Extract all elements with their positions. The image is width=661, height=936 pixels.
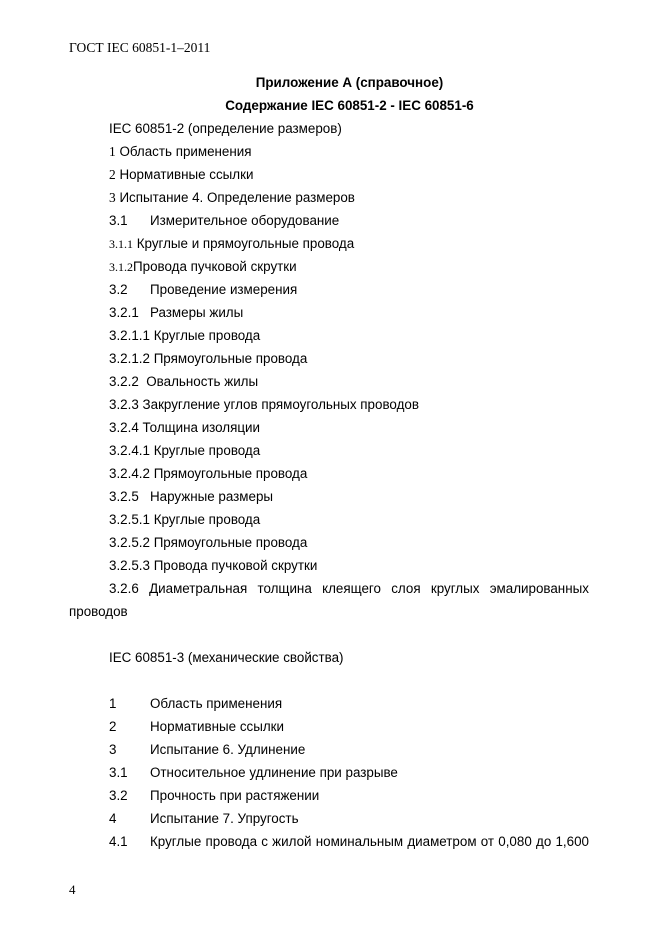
toc-item — [109, 765, 398, 780]
toc-word: толщина — [257, 581, 312, 596]
toc-item-text: Круглые провода — [153, 443, 261, 458]
toc-item-number: 3.2.5.2 — [109, 535, 150, 550]
toc-word: провода — [205, 834, 258, 849]
section1-heading: IEC 60851-2 (определение размеров) — [109, 121, 342, 136]
toc-word: с — [261, 834, 268, 849]
toc-item-text: Прямоугольные провода — [153, 351, 308, 366]
toc-item — [109, 466, 307, 481]
toc-item-text: Область применения — [119, 144, 252, 159]
toc-item-number: 1 — [109, 144, 116, 159]
toc-item-text: Проведение измерения — [150, 282, 298, 297]
toc-item-text: Измерительное оборудование — [150, 213, 340, 228]
toc-item — [109, 443, 260, 458]
toc-word: до — [536, 834, 552, 849]
toc-item-number: 3.2.6 — [109, 581, 139, 596]
appendix-subtitle: Содержание IEC 60851-2 - IEC 60851-6 — [225, 98, 474, 113]
toc-item — [109, 305, 243, 320]
toc-item-number: 3.2 — [109, 788, 128, 803]
toc-item-text: Размеры жилы — [150, 305, 244, 320]
toc-item-number: 3.1 — [109, 765, 128, 780]
toc-item-justified — [109, 581, 589, 596]
toc-item-text: Относительное удлинение при разрыве — [150, 765, 398, 780]
toc-word: круглых — [430, 581, 480, 596]
toc-item — [109, 282, 297, 297]
toc-item — [109, 374, 258, 389]
toc-item — [109, 696, 282, 711]
toc-item-number: 3.2.4.2 — [109, 466, 150, 481]
toc-item-text: Закругление углов прямоугольных проводов — [142, 397, 419, 412]
toc-item — [109, 259, 297, 275]
toc-item — [109, 558, 317, 573]
toc-item-text: Испытание 6. Удлинение — [150, 742, 306, 757]
toc-item-text: Прямоугольные провода — [153, 466, 308, 481]
toc-item — [109, 811, 299, 826]
toc-word: слоя — [391, 581, 421, 596]
toc-item-text: Круглые провода — [153, 512, 261, 527]
toc-item — [109, 236, 354, 252]
toc-item-continuation: проводов — [69, 604, 128, 619]
toc-word: диаметром — [407, 834, 477, 849]
toc-word: 0,080 — [498, 834, 532, 849]
toc-item — [109, 742, 305, 757]
toc-item-number: 3.2.4 — [109, 420, 139, 435]
toc-item-justified — [109, 834, 589, 849]
toc-item-number: 4 — [109, 811, 117, 826]
toc-item-text: Прямоугольные провода — [153, 535, 308, 550]
toc-word: 1,600 — [555, 834, 589, 849]
toc-word: жилой — [272, 834, 312, 849]
toc-item-text: Испытание 7. Упругость — [150, 811, 299, 826]
appendix-title: Приложение А (справочное) — [255, 75, 444, 90]
toc-item — [109, 397, 419, 412]
toc-item-number: 3.2.4.1 — [109, 443, 150, 458]
section2-heading: IEC 60851-3 (механические свойства) — [109, 650, 344, 665]
toc-item-text: Овальность жилы — [146, 374, 259, 389]
toc-word: клеящего — [322, 581, 381, 596]
toc-item-number: 1 — [109, 696, 117, 711]
toc-item-text: Круглые провода — [153, 328, 261, 343]
toc-item-number: 2 — [109, 167, 116, 182]
toc-item-number: 3.1.1 — [109, 237, 133, 251]
toc-item-number: 3.2.1.2 — [109, 351, 150, 366]
toc-item — [109, 535, 307, 550]
toc-item — [109, 420, 260, 435]
toc-item-text: Испытание 4. Определение размеров — [119, 190, 355, 205]
toc-item — [109, 167, 253, 183]
document-header: ГОСТ IEC 60851-1–2011 — [69, 40, 211, 55]
toc-item-number: 2 — [109, 719, 117, 734]
toc-item-number: 3.1 — [109, 213, 128, 228]
toc-item — [109, 144, 252, 160]
toc-word: от — [480, 834, 495, 849]
toc-item-number: 3.2.5.1 — [109, 512, 150, 527]
toc-word: Диаметральная — [149, 581, 248, 596]
toc-item — [109, 213, 339, 228]
page-number: 4 — [69, 882, 76, 897]
toc-item-text: Провода пучковой скрутки — [133, 259, 297, 274]
toc-item — [109, 719, 284, 734]
toc-item-number: 3.1.2 — [109, 260, 133, 274]
toc-item-text: Прочность при растяжении — [150, 788, 320, 803]
toc-item-text: Толщина изоляции — [142, 420, 261, 435]
toc-item-number: 3.2.5.3 — [109, 558, 150, 573]
toc-item-text: Нормативные ссылки — [119, 167, 254, 182]
toc-item — [109, 328, 260, 343]
toc-item-number: 3.2.1 — [109, 305, 139, 320]
toc-item — [109, 190, 355, 206]
toc-word: Круглые — [150, 834, 202, 849]
toc-item-text: Провода пучковой скрутки — [153, 558, 318, 573]
toc-item-number: 3 — [109, 190, 116, 205]
toc-item-number: 3.2.3 — [109, 397, 139, 412]
toc-item-number: 4.1 — [109, 834, 128, 849]
toc-item — [109, 512, 260, 527]
toc-word: эмалированных — [489, 581, 589, 596]
toc-item-text: Наружные размеры — [150, 489, 274, 504]
toc-item-text: Круглые и прямоугольные провода — [136, 236, 355, 251]
toc-item-number: 3.2.2 — [109, 374, 139, 389]
toc-item-number: 3.2.5 — [109, 489, 139, 504]
toc-item — [109, 788, 319, 803]
toc-item-text: Нормативные ссылки — [150, 719, 285, 734]
toc-item-number: 3 — [109, 742, 117, 757]
toc-item-number: 3.2 — [109, 282, 128, 297]
toc-item-text: Область применения — [150, 696, 283, 711]
toc-item — [109, 351, 307, 366]
toc-item — [109, 489, 273, 504]
toc-item-number: 3.2.1.1 — [109, 328, 150, 343]
toc-item-text — [150, 834, 589, 849]
toc-word: номинальным — [315, 834, 404, 849]
